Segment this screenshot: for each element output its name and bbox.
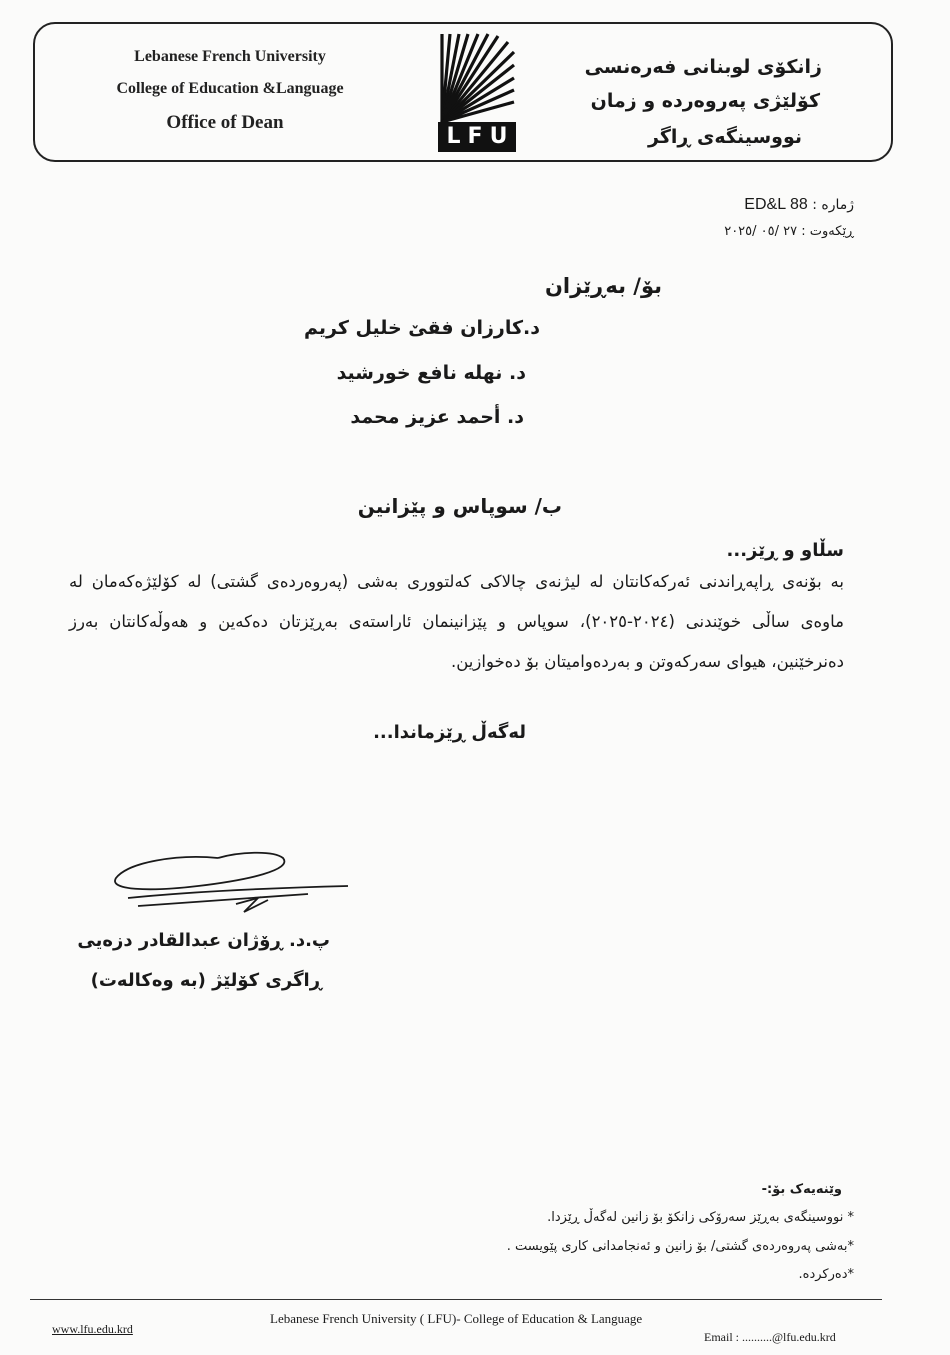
lfu-logo-text: LFU	[438, 122, 516, 152]
header-ku-office: نووسینگەی ڕاگر	[648, 126, 802, 148]
signatory-name: پ.د. ڕۆژان عبدالقادر دزەیی	[77, 930, 330, 951]
letter-body: بە بۆنەی ڕاپەڕاندنی ئەرکەکانتان لە لیژنەی چالاکی کەلتووری بەشی (پەروەردەی گشتی) لە کۆلێژەکەمان لە ماوەی ساڵی خوێندنی (٢٠٢٤-٢٠٢٥)، سوپاس و پێزانینمان ئاراستەی بەڕێزتان دەکەین و هەوڵەکانتان بەرز دەنرخێنین، هیوای سەرکەوتن و بەردەوامیتان بۆ دەخوازین.	[69, 572, 844, 671]
cc-item: *دەرکردە.	[798, 1267, 854, 1282]
footer-website: www.lfu.edu.krd	[52, 1322, 133, 1336]
signature-image	[108, 848, 353, 920]
header-en-college: College of Education &Language	[116, 80, 344, 97]
lfu-logo	[438, 32, 516, 152]
cc-heading: وێنەیەک بۆ:-	[761, 1182, 842, 1197]
reference-number	[744, 196, 854, 214]
header-en-office: Office of Dean	[166, 112, 284, 133]
closing-line: لەگەڵ ڕێزماندا...	[373, 722, 526, 743]
reference-date-value: ٢٧ /٠٥ /٢٠٢٥	[724, 224, 798, 239]
reference-number-value: ED&L 88	[744, 196, 808, 213]
recipient-name: د.کارزان فقێ خلیل کریم	[303, 317, 540, 339]
subject-line: ب/ سوپاس و پێزانین	[357, 494, 562, 518]
reference-date	[724, 224, 854, 239]
footer-divider	[30, 1299, 882, 1300]
greeting: سڵاو و ڕێز...	[726, 540, 844, 561]
lfu-logo-rays-icon	[438, 32, 516, 124]
recipient-name: د. نهله نافع خورشید	[336, 362, 526, 384]
footer-email: Email : ..........@lfu.edu.krd	[704, 1330, 836, 1344]
signatory-title: ڕاگری کۆلێژ (بە وەکالەت)	[90, 970, 322, 991]
cc-item: * نووسینگەی بەڕێز سەرۆکی زانکۆ بۆ زانین لەگەڵ ڕێزدا.	[547, 1210, 854, 1225]
reference-date-label: ڕێکەوت :	[801, 224, 854, 239]
recipient-name: د. أحمد عزیز محمد	[350, 406, 524, 428]
reference-number-label: ژمارە :	[812, 197, 854, 213]
footer-institution: Lebanese French University ( LFU)- College of Education & Language	[270, 1311, 643, 1326]
header-ku-university: زانکۆی لوبنانی فەرەنسی	[584, 56, 822, 78]
header-en-university: Lebanese French University	[134, 48, 326, 65]
header-ku-college: کۆلێژی پەروەردە و زمان	[590, 90, 820, 112]
cc-item: *بەشی پەروەردەی گشتی/ بۆ زانین و ئەنجامدانی کاری پێویست .	[506, 1239, 854, 1254]
recipients-label: بۆ/ بەڕێزان	[544, 274, 662, 298]
